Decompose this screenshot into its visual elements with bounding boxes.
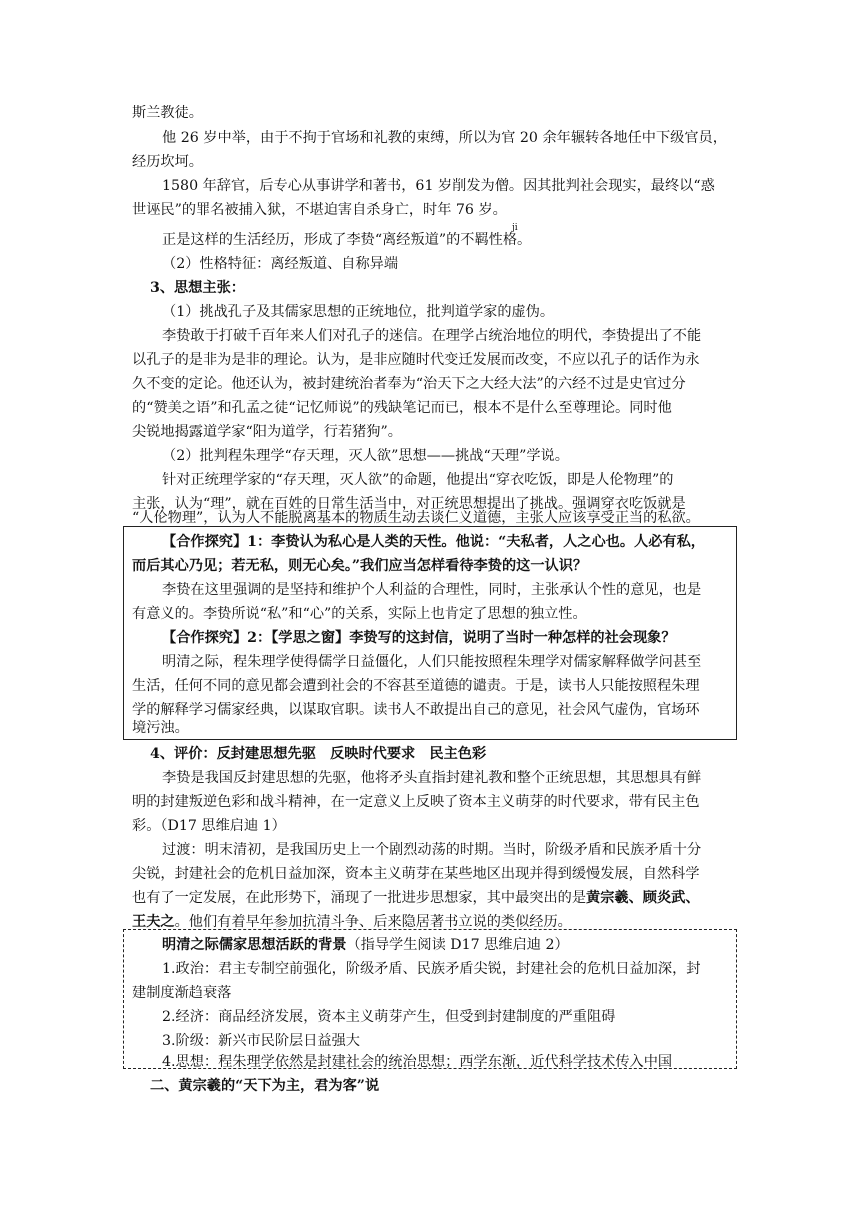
transition-para-c-text: 也有了一定发展，在此形势下，涌现了一批进步思想家，其中最突出的是: [132, 890, 587, 906]
section-4-para-1c: 彩。（D17 思维启迪 1）: [132, 818, 286, 834]
background-title-note: （指导学生阅读 D17 思维启迪 2）: [346, 937, 569, 953]
line-14: 尖锐地揭露道学家“阳为道学，行若猪狗”。: [132, 424, 402, 440]
background-item-3: 3.阶级：新兴市民阶层日益强大: [162, 1033, 360, 1049]
line-5: 世诬民”的罪名被捕入狱，不堪迫害自杀身亡，时年 76 岁。: [132, 202, 507, 218]
inquiry-2-answer-4: 境污浊。: [132, 720, 189, 736]
footnote-mark: ji: [512, 223, 518, 233]
line-7: （2）性格特征：离经叛道、自称异端: [162, 256, 399, 272]
transition-para-d-text: 。他们有着早年参加抗清斗争、后来隐居著书立说的类似经历。: [174, 914, 572, 930]
section-4-para-1b: 明的封建叛逆色彩和战斗精神，在一定意义上反映了资本主义萌芽的时代要求，带有民主色: [132, 794, 700, 810]
line-3: 经历坎坷。: [132, 154, 203, 170]
transition-para-b: 尖锐，封建社会的危机日益加深，资本主义萌芽在某些地区出现并得到缓慢发展，自然科学: [132, 866, 700, 882]
background-item-1: 1.政治：君主专制空前强化，阶级矛盾、民族矛盾尖锐，封建社会的危机日益加深，封: [162, 961, 701, 977]
inquiry-1-answer-cont: 有意义的。李贽所说“私”和“心”的关系，实际上也肯定了思想的独立性。: [132, 606, 587, 622]
section-4-para-1: 李贽是我国反封建思想的先驱，他将矛头直指封建礼教和整个正统思想，其思想具有鲜: [162, 770, 702, 786]
inquiry-1-question: 【合作探究】1：李贽认为私心是人类的天性。他说：“夫私者，人之心也。人必有私，: [162, 534, 705, 550]
thinker-wang-fuzhi: 王夫之: [132, 914, 175, 930]
background-item-2: 2.经济：商品经济发展，资本主义萌芽产生，但受到封建制度的严重阻碍: [162, 1009, 616, 1025]
background-title-bold: 明清之际儒家思想活跃的背景: [162, 937, 347, 953]
background-item-1b: 建制度渐趋衰落: [132, 985, 232, 1001]
line-16: 针对正统理学家的“存天理，灭人欲”的命题，他提出“穿衣吃饭，即是人伦物理”的: [162, 472, 674, 488]
line-13: 的“赞美之语”和孔孟之徒“记忆师说”的残缺笔记而已，根本不是什么至尊理论。同时他: [132, 400, 672, 416]
line-9: （1）挑战孔子及其儒家思想的正统地位，批判道学家的虚伪。: [162, 304, 555, 320]
line-15: （2）批判程朱理学“存天理，灭人欲”思想——挑战“天理”学说。: [162, 448, 569, 464]
transition-para: 过渡：明末清初，是我国历史上一个剧烈动荡的时期。当时，阶级矛盾和民族矛盾十分: [162, 842, 702, 858]
inquiry-2-answer-2: 生活，任何不同的意见都会遭到社会的不容甚至道德的谴责。于是，读书人只能按照程朱理: [132, 678, 700, 694]
background-item-4: 4.思想：程朱理学依然是封建社会的统治思想；西学东渐，近代科学技术传入中国: [162, 1054, 673, 1070]
line-1: 斯兰教徒。: [132, 105, 203, 121]
line-4: 1580 年辞官，后专心从事讲学和著书，61 岁削发为僧。因其批判社会现实，最终以“惑: [162, 178, 715, 194]
section-3-heading: 3、思想主张：: [150, 280, 245, 296]
thinkers-names: 黄宗羲、顾炎武、: [586, 890, 700, 906]
line-12: 久不变的定论。他还认为，被封建统治者奉为“治天下之大经大法”的六经不过是史官过分: [132, 376, 686, 392]
background-title: [162, 933, 569, 957]
line-18: “人伦物理”，认为人不能脱离基本的物质生动去谈仁义道德，主张人应该享受正当的私欲。: [132, 510, 700, 526]
line-10: 李贽敢于打破千百年来人们对孔子的迷信。在理学占统治地位的明代，李贽提出了不能: [162, 328, 702, 344]
inquiry-2-answer-3: 学的解释学习儒家经典，以谋取官职。读书人不敢提出自己的意见，社会风气虚伪，官场环: [132, 702, 700, 718]
line-6: 正是这样的生活经历，形成了李贽“离经叛道”的不羁性格。: [162, 232, 532, 248]
section-4-heading: 4、评价：反封建思想先驱 反映时代要求 民主色彩: [150, 746, 487, 762]
line-17: 主张，认为“理”，就在百姓的日常生活当中，对正统思想提出了挑战。强调穿衣吃饭就是: [132, 496, 686, 512]
inquiry-2-answer: 明清之际，程朱理学使得儒学日益僵化，人们只能按照程朱理学对儒家解释做学问甚至: [162, 654, 702, 670]
inquiry-2-question: 【合作探究】2：【学思之窗】李贽写的这封信，说明了当时一种怎样的社会现象？: [162, 630, 676, 646]
section-two-heading: 二、黄宗羲的“天下为主，君为客”说: [150, 1078, 380, 1094]
line-11: 以孔子的是非为是非的理论。认为，是非应随时代变迁发展而改变，不应以孔子的话作为永: [132, 352, 700, 368]
inquiry-1-answer: 李贽在这里强调的是坚持和维护个人利益的合理性，同时，主张承认个性的意见，也是: [162, 582, 702, 598]
line-2: 他 26 岁中举，由于不拘于官场和礼教的束缚，所以为官 20 余年辗转各地任中下级官员，: [162, 130, 727, 146]
inquiry-1-question-cont: 而后其心乃见；若无私，则无心矣。”我们应当怎样看待李贽的这一认识？: [132, 558, 588, 574]
transition-para-c: [132, 886, 700, 910]
